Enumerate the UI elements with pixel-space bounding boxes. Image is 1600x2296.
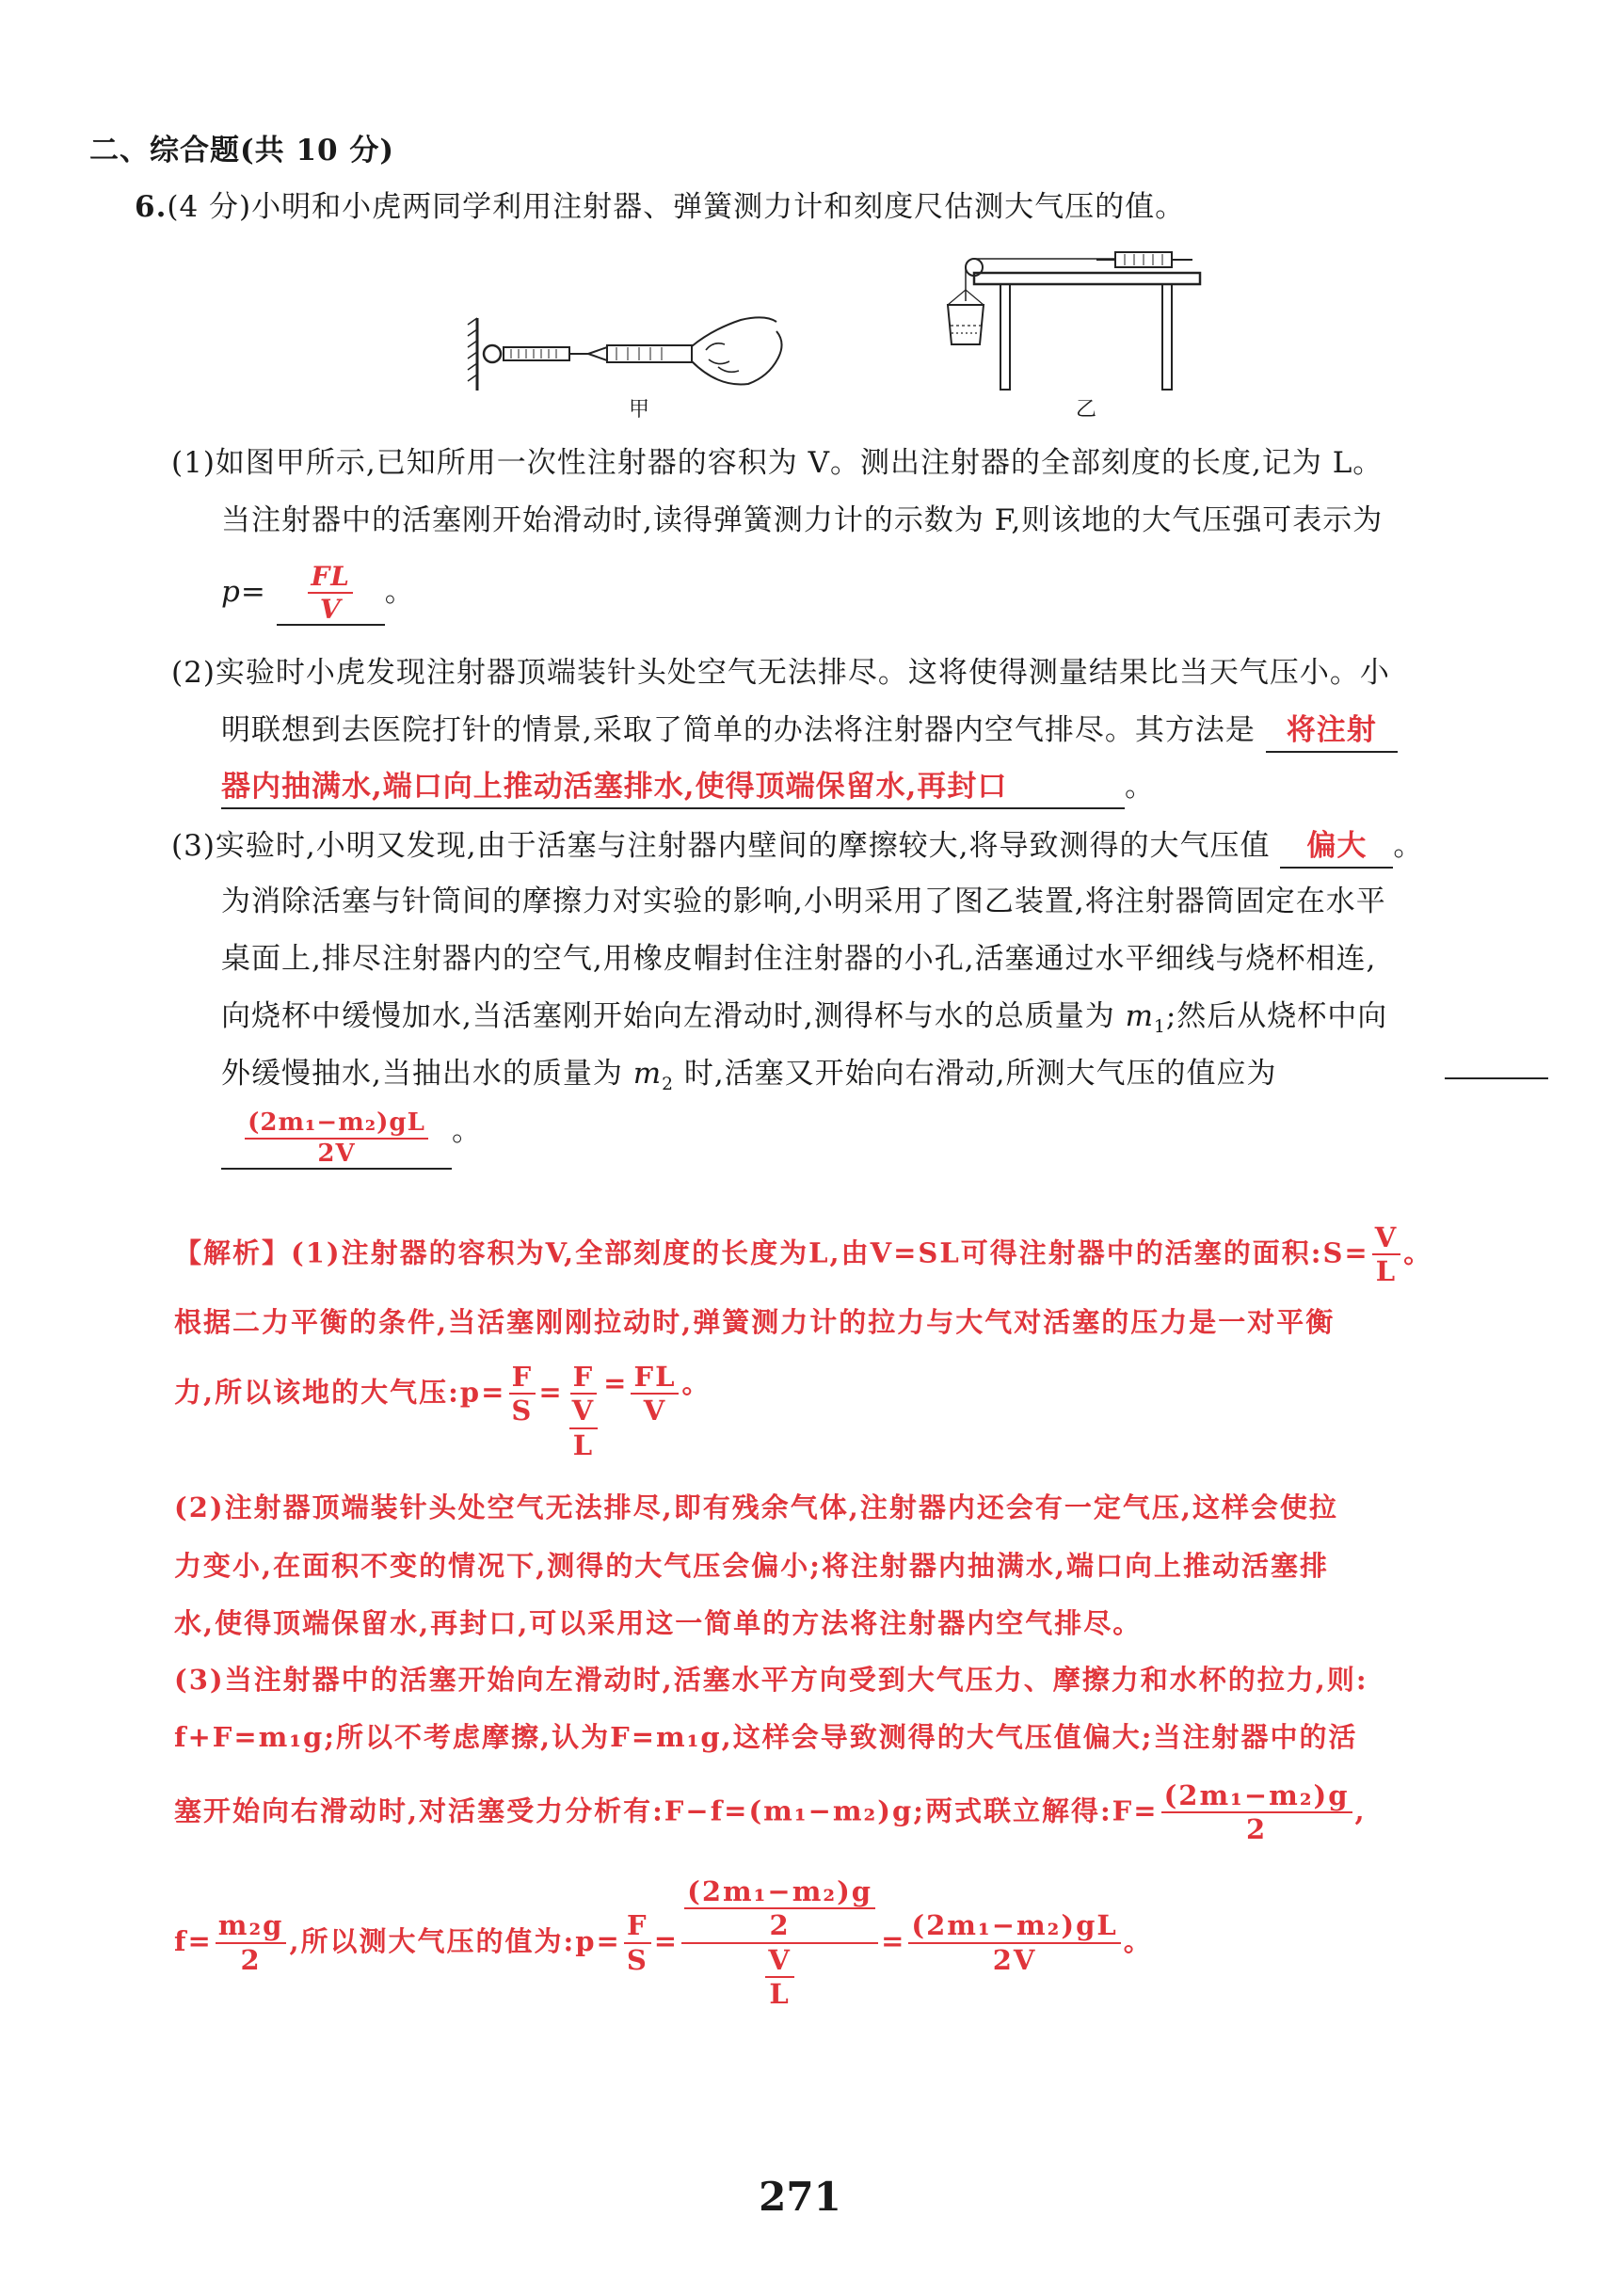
analysis-b3-text: 水,使得顶端保留水,再封口,可以采用这一简单的方法将注射器内空气排尽。 bbox=[174, 1607, 1143, 1639]
analysis-c4-f3-top-num: (2m₁−m₂)g bbox=[684, 1877, 875, 1909]
part3-line4-a: 向烧杯中缓慢加水,当活塞刚开始向左滑动时,测得杯与水的总质量为 bbox=[221, 999, 1126, 1033]
analysis-a3-eq1: = bbox=[538, 1376, 564, 1409]
analysis-c4-f2-num: F bbox=[624, 1911, 651, 1943]
page-number: 271 bbox=[759, 2174, 841, 2220]
analysis-a3-text: 力,所以该地的大气压:p= bbox=[174, 1376, 506, 1409]
part3-answer-den: 2V bbox=[317, 1140, 356, 1169]
part3-line5-b: 时,活塞又开始向右滑动,所测大气压的值应为 bbox=[673, 1057, 1277, 1091]
part1-answer-fraction bbox=[308, 563, 353, 624]
analysis-a1-end: 。 bbox=[1403, 1236, 1433, 1269]
analysis-b3 bbox=[174, 1602, 1586, 1644]
part2-answer-blank-1: 将注射 bbox=[1266, 710, 1398, 753]
analysis-a3-f2-inner-den: L bbox=[572, 1428, 595, 1461]
part1-line2-text: 当注射器中的活塞刚开始滑动时,读得弹簧测力计的示数为 F,则该地的大气压强可表示为 bbox=[221, 503, 1384, 537]
part3-line1 bbox=[171, 825, 1564, 869]
analysis-c4-f3-top bbox=[681, 1877, 878, 1944]
part1-end: 。 bbox=[384, 574, 415, 609]
part3-line5-a: 外缓慢抽水,当抽出水的质量为 bbox=[221, 1057, 633, 1091]
part3-line4-var: m bbox=[1125, 999, 1154, 1033]
analysis-a3-f2-inner bbox=[569, 1396, 599, 1459]
analysis-b1-text: (2)注射器顶端装针头处空气无法排尽,即有残余气体,注射器内还会有一定气压,这样会使拉 bbox=[174, 1491, 1338, 1523]
analysis-b2 bbox=[174, 1545, 1586, 1586]
part2-line1 bbox=[171, 652, 1555, 694]
analysis-c4-eq2: = bbox=[881, 1924, 906, 1957]
analysis-c4-f3-bot-num: V bbox=[765, 1946, 794, 1978]
analysis-a3-f1-num: F bbox=[509, 1363, 536, 1395]
part3-end2: 。 bbox=[452, 1114, 482, 1148]
analysis-c4-frac2 bbox=[624, 1911, 651, 1974]
analysis-a3-f2-inner-num: V bbox=[569, 1396, 599, 1428]
part3-answer-blank-1: 偏大 bbox=[1280, 825, 1393, 869]
part3-line5-dash bbox=[1445, 1053, 1548, 1079]
analysis-c4-f3-bot bbox=[762, 1944, 797, 2009]
section-heading-text: 二、综合题(共 10 分) bbox=[89, 134, 395, 167]
analysis-a3 bbox=[174, 1363, 1115, 1459]
analysis-a3-f1-den: S bbox=[511, 1395, 534, 1427]
analysis-b2-text: 力变小,在面积不变的情况下,测得的大气压会偏小;将注射器内抽满水,端口向上推动活塞排 bbox=[174, 1550, 1329, 1582]
analysis-c1 bbox=[174, 1659, 1586, 1700]
analysis-c1-text: (3)当注射器中的活塞开始向左滑动时,活塞水平方向受到大气压力、摩擦力和水杯的拉力,则: bbox=[174, 1664, 1368, 1696]
part1-answer-blank bbox=[277, 563, 385, 626]
analysis-a3-eq2: = bbox=[603, 1367, 629, 1399]
analysis-c4-frac4 bbox=[908, 1911, 1120, 1974]
figure-yi-label: 乙 bbox=[1076, 398, 1097, 422]
part3-answer-blank-2 bbox=[221, 1110, 452, 1170]
analysis-b1 bbox=[174, 1487, 1586, 1528]
analysis-c4-f3-top-frac bbox=[684, 1877, 875, 1940]
part3-line3-text: 桌面上,排尽注射器内的空气,用橡皮帽封住注射器的小孔,活塞通过水平细线与烧杯相连, bbox=[221, 942, 1377, 976]
analysis-c3 bbox=[174, 1781, 1586, 1844]
part1-answer-line bbox=[221, 563, 786, 626]
part3-line5 bbox=[221, 1053, 1576, 1106]
analysis-c2-text: f+F=m₁g;所以不考虑摩擦,认为F=m₁g,这样会导致测得的大气压值偏大;当注射器中的活 bbox=[174, 1721, 1358, 1753]
analysis-c4-f1-num: m₂g bbox=[216, 1911, 287, 1943]
part3-line4-sub: 1 bbox=[1153, 1017, 1166, 1038]
part1-answer-num: FL bbox=[308, 563, 353, 594]
part2-line2 bbox=[221, 710, 1576, 753]
analysis-c4-eq1: = bbox=[653, 1924, 680, 1957]
analysis-c3-num: (2m₁−m₂)g bbox=[1161, 1781, 1352, 1813]
part2-end: 。 bbox=[1125, 770, 1155, 804]
analysis-c3-fraction bbox=[1161, 1781, 1352, 1844]
analysis-a1-fraction bbox=[1372, 1223, 1401, 1286]
part3-line2-text: 为消除活塞与针筒间的摩擦力对实验的影响,小明采用了图乙装置,将注射器筒固定在水平 bbox=[221, 885, 1386, 918]
analysis-c4-f4-den: 2V bbox=[992, 1943, 1037, 1976]
part3-answer-line bbox=[221, 1110, 880, 1170]
part3-end1: 。 bbox=[1393, 829, 1424, 863]
figure-jia-label: 甲 bbox=[629, 398, 650, 422]
analysis-a1-den: L bbox=[1375, 1255, 1398, 1288]
part2-answer-blank-2: 器内抽满水,端口向上推动活塞排水,使得顶端保留水,再封口 bbox=[221, 766, 1125, 809]
part2-line3 bbox=[221, 766, 1539, 809]
analysis-c3-text: 塞开始向右滑动时,对活塞受力分析有:F−f=(m₁−m₂)g;两式联立解得:F= bbox=[174, 1794, 1159, 1827]
analysis-c3-den: 2 bbox=[1245, 1813, 1268, 1846]
part3-line4-b: ;然后从烧杯中向 bbox=[1165, 999, 1388, 1033]
part1-p-prefix: p= bbox=[221, 574, 266, 609]
analysis-c4-f4-num: (2m₁−m₂)gL bbox=[908, 1911, 1120, 1943]
question-stem-text: (4 分)小明和小虎两同学利用注射器、弹簧测力计和刻度尺估测大气压的值。 bbox=[167, 190, 1186, 224]
part1-answer-den: V bbox=[319, 594, 342, 626]
figure-yi bbox=[927, 243, 1219, 393]
question-number: 6. bbox=[135, 190, 168, 224]
analysis-c4-frac1 bbox=[216, 1911, 287, 1974]
analysis-c4-f3-top-den: 2 bbox=[769, 1909, 791, 1942]
part2-line2-text: 明联想到去医院打针的情景,采取了简单的办法将注射器内空气排尽。其方法是 bbox=[221, 713, 1256, 747]
question-stem bbox=[135, 186, 1546, 228]
part3-line5-var: m bbox=[632, 1057, 663, 1091]
part3-line2 bbox=[221, 881, 1576, 922]
analysis-a3-f2-den bbox=[567, 1395, 601, 1459]
analysis-a3-f2-num: F bbox=[570, 1363, 598, 1395]
part1-line1 bbox=[171, 442, 1555, 484]
analysis-c2 bbox=[174, 1716, 1586, 1758]
analysis-a1 bbox=[174, 1223, 1586, 1286]
analysis-a3-frac3 bbox=[631, 1363, 679, 1426]
part3-answer-num: (2m₁−m₂)gL bbox=[245, 1110, 428, 1140]
analysis-a3-frac2 bbox=[567, 1363, 601, 1459]
analysis-a1-num: V bbox=[1372, 1223, 1401, 1255]
part3-line1-text: (3)实验时,小明又发现,由于活塞与注射器内壁间的摩擦较大,将导致测得的大气压值 bbox=[171, 829, 1271, 863]
analysis-c4-end: 。 bbox=[1123, 1924, 1153, 1957]
analysis-c4-frac3 bbox=[681, 1877, 878, 2009]
analysis-a3-frac1 bbox=[508, 1363, 536, 1426]
part1-line2 bbox=[221, 500, 1558, 541]
analysis-a3-f3-den: V bbox=[643, 1395, 667, 1427]
part3-line3 bbox=[221, 938, 1576, 980]
analysis-a3-end: 。 bbox=[681, 1367, 712, 1399]
part3-answer-fraction bbox=[245, 1110, 428, 1168]
analysis-c4-f2-den: S bbox=[626, 1943, 648, 1976]
analysis-c4-f3-bot-frac bbox=[765, 1943, 794, 2011]
analysis-a2-text: 根据二力平衡的条件,当活塞刚刚拉动时,弹簧测力计的拉力与大气对活塞的压力是一对平衡 bbox=[174, 1306, 1336, 1338]
analysis-c4-mid: ,所以测大气压的值为:p= bbox=[289, 1924, 621, 1957]
analysis-c3-end: , bbox=[1354, 1794, 1367, 1827]
analysis-c4-f3-bot-den: L bbox=[769, 1978, 791, 2011]
analysis-c4-prefix: f= bbox=[174, 1924, 213, 1957]
analysis-c4-f1-den: 2 bbox=[240, 1943, 262, 1976]
analysis-a1-text: 【解析】(1)注射器的容积为V,全部刻度的长度为L,由V=SL可得注射器中的活塞的面积:S= bbox=[174, 1236, 1369, 1269]
analysis-a2 bbox=[174, 1301, 1586, 1343]
analysis-c4 bbox=[174, 1877, 1492, 2009]
analysis-a3-f3-num: FL bbox=[631, 1363, 679, 1395]
part3-line5-sub: 2 bbox=[662, 1075, 674, 1095]
section-heading bbox=[89, 130, 654, 171]
part1-line1-text: (1)如图甲所示,已知所用一次性注射器的容积为 V。测出注射器的全部刻度的长度,记为 L。 bbox=[171, 446, 1384, 480]
part2-line1-text: (2)实验时小虎发现注射器顶端装针头处空气无法排尽。这将使得测量结果比当天气压小。小 bbox=[171, 656, 1390, 690]
part3-line4 bbox=[221, 996, 1576, 1048]
